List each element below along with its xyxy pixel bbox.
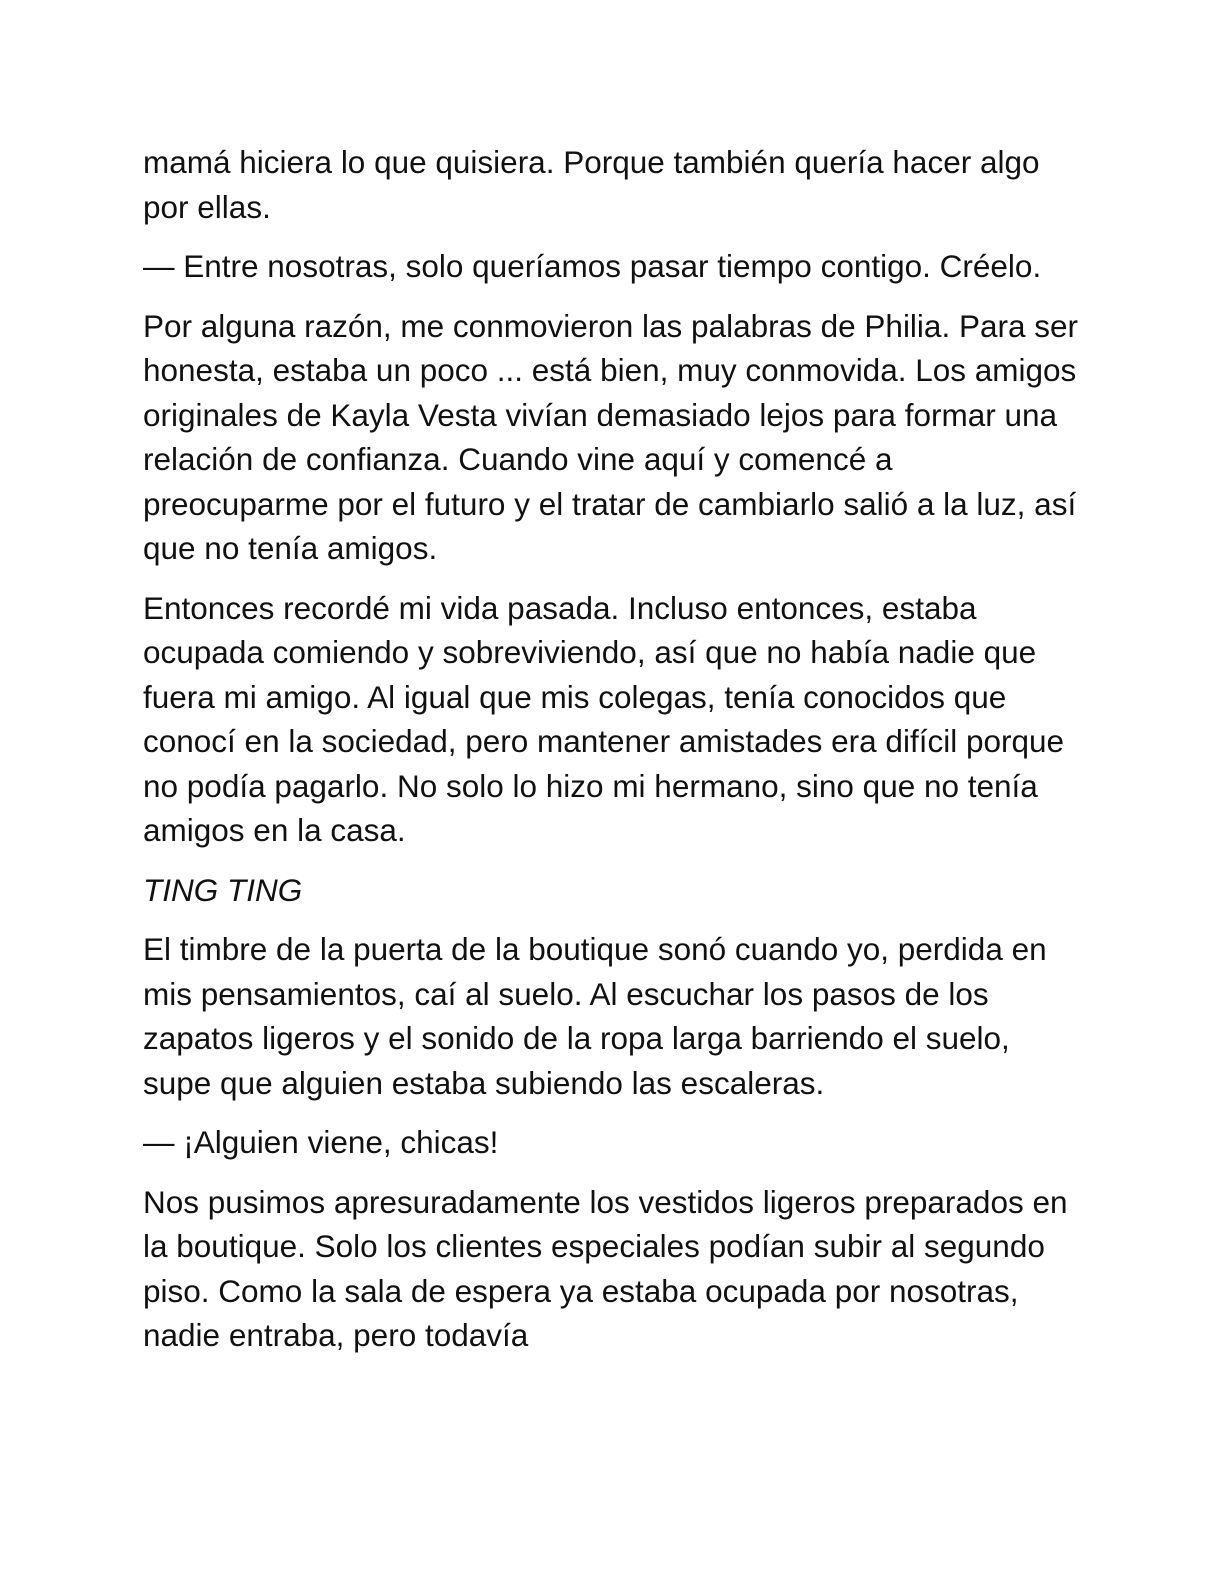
dialogue-paragraph: — Entre nosotras, solo queríamos pasar tiempo contigo. Créelo. [143,248,1042,284]
paragraph: El timbre de la puerta de la boutique sonó cuando yo, perdida en mis pensamientos, caí al suelo. Al escuchar los pasos de los zapatos ligeros y el sonido de la ropa larga barriendo el suelo, supe que alguien estaba subiendo las escaleras. [143,931,1047,1101]
paragraph: Entonces recordé mi vida pasada. Incluso entonces, estaba ocupada comiendo y sobreviviendo, así que no había nadie que fuera mi amigo. Al igual que mis colegas, tenía conocidos que conocí en la sociedad, pero mantener amistades era difícil porque no podía pagarlo. No solo lo hizo mi hermano, sino que no tenía amigos en la casa. [143,589,1065,848]
dialogue-paragraph: — ¡Alguien viene, chicas! [143,1124,499,1160]
paragraph: Por alguna razón, me conmovieron las palabras de Philia. Para ser honesta, estaba un poco ... está bien, muy conmovida. Los amigos originales de Kayla Vesta vivían demasiado lejos para formar una relación de confianza. Cuando vine aquí y comencé a preocuparme por el futuro y el tratar de cambiarlo salió a la luz, así que no tenía amigos. [143,307,1079,566]
paragraph: Nos pusimos apresuradamente los vestidos ligeros preparados en la boutique. Solo los clientes especiales podían subir al segundo piso. Como la sala de espera ya estaba ocupada por nosotras, nadie entraba, pero todavía [143,1183,1068,1353]
document-page [143,140,1078,1373]
paragraph: mamá hiciera lo que quisiera. Porque también quería hacer algo por ellas. [143,144,1040,225]
sound-effect: TING TING [143,871,303,908]
